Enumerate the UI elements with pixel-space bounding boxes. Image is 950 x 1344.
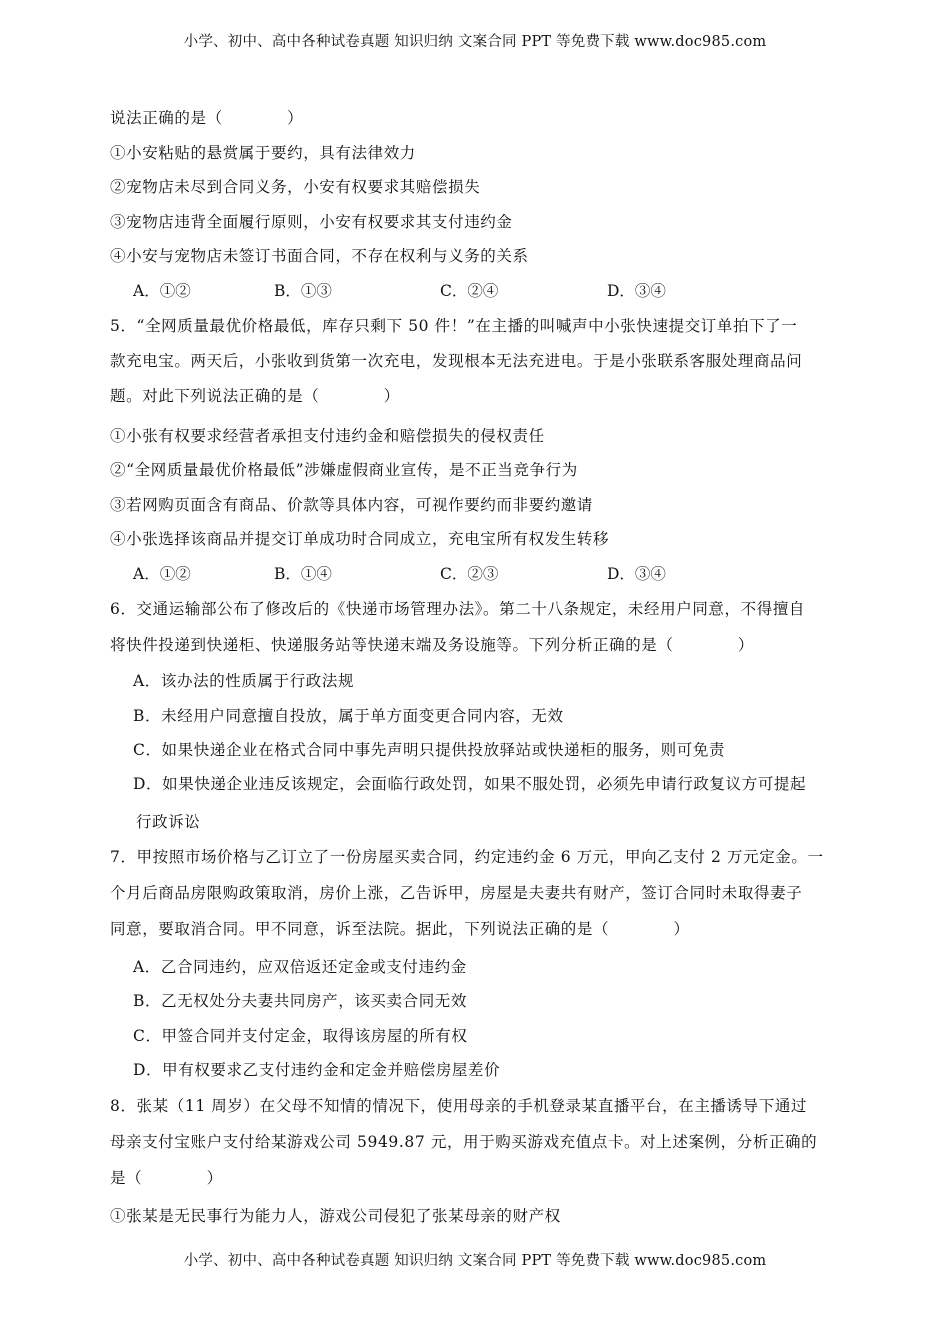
q7-stem-line-3: 同意，要取消合同。甲不同意，诉至法院。据此，下列说法正确的是（ ） (110, 920, 690, 938)
q7-option-d: D．甲有权要求乙支付违约金和定金并赔偿房屋差价 (133, 1061, 501, 1079)
page-header: 小学、初中、高中各种试卷真题 知识归纳 文案合同 PPT 等免费下载 www.doc985.com (183, 34, 767, 50)
q8-item-1: ①张某是无民事行为能力人，游戏公司侵犯了张某母亲的财产权 (110, 1207, 561, 1225)
q5-option-a: A．①② (133, 565, 191, 583)
q4-stem-tail: 说法正确的是（ ） (110, 109, 304, 127)
q6-option-d-continued: 行政诉讼 (136, 813, 201, 831)
q5-option-c: C．②③ (440, 565, 499, 583)
q7-stem-line-1: 7．甲按照市场价格与乙订立了一份房屋买卖合同，约定违约金 6 万元，甲向乙支付 2 万元定金。一 (110, 848, 824, 866)
q6-stem-line-2: 将快件投递到快递柜、快递服务站等快递末端及务设施等。下列分析正确的是（ ） (110, 636, 755, 654)
q7-stem-line-2: 个月后商品房限购政策取消，房价上涨，乙告诉甲，房屋是夫妻共有财产，签订合同时未取得妻子 (110, 884, 803, 902)
page-footer: 小学、初中、高中各种试卷真题 知识归纳 文案合同 PPT 等免费下载 www.doc985.com (183, 1253, 767, 1269)
q7-option-a: A．乙合同违约，应双倍返还定金或支付违约金 (133, 958, 467, 976)
q4-item-2: ②宠物店未尽到合同义务，小安有权要求其赔偿损失 (110, 178, 481, 196)
q5-item-1: ①小张有权要求经营者承担支付违约金和赔偿损失的侵权责任 (110, 427, 545, 445)
q4-option-c: C．②④ (440, 282, 499, 300)
q4-item-4: ④小安与宠物店未签订书面合同，不存在权利与义务的关系 (110, 247, 529, 265)
q7-option-b: B．乙无权处分夫妻共同房产，该买卖合同无效 (133, 992, 467, 1010)
q6-option-b: B．未经用户同意擅自投放，属于单方面变更合同内容，无效 (133, 707, 564, 725)
q4-option-d: D．③④ (607, 282, 666, 300)
q5-stem-line-1: 5．“全网质量最优价格最低，库存只剩下 50 件！”在主播的叫喊声中小张快速提交订单拍下了一 (110, 317, 798, 335)
q6-option-d: D．如果快递企业违反该规定，会面临行政处罚，如果不服处罚，必须先申请行政复议方可提起 (133, 775, 807, 793)
q8-stem-line-3: 是（ ） (110, 1169, 223, 1187)
q4-item-1: ①小安粘贴的悬赏属于要约，具有法律效力 (110, 144, 416, 162)
q5-item-4: ④小张选择该商品并提交订单成功时合同成立，充电宝所有权发生转移 (110, 530, 610, 548)
q4-option-a: A．①② (133, 282, 191, 300)
q8-stem-line-1: 8．张某（11 周岁）在父母不知情的情况下，使用母亲的手机登录某直播平台，在主播诱导下通过 (110, 1097, 808, 1115)
q5-stem-line-2: 款充电宝。两天后，小张收到货第一次充电，发现根本无法充进电。于是小张联系客服处理商品问 (110, 352, 803, 370)
q5-option-d: D．③④ (607, 565, 666, 583)
q6-option-a: A．该办法的性质属于行政法规 (133, 672, 355, 690)
q5-item-3: ③若网购页面含有商品、价款等具体内容，可视作要约而非要约邀请 (110, 496, 594, 514)
q4-option-b: B．①③ (274, 282, 332, 300)
q7-option-c: C．甲签合同并支付定金，取得该房屋的所有权 (133, 1027, 468, 1045)
q5-item-2: ②“全网质量最优价格最低”涉嫌虚假商业宣传，是不正当竞争行为 (110, 461, 578, 479)
q8-stem-line-2: 母亲支付宝账户支付给某游戏公司 5949.87 元，用于购买游戏充值点卡。对上述案例，分析正确的 (110, 1133, 818, 1151)
q5-option-b: B．①④ (274, 565, 332, 583)
q5-stem-line-3: 题。对此下列说法正确的是（ ） (110, 387, 400, 405)
q6-option-c: C．如果快递企业在格式合同中事先声明只提供投放驿站或快递柜的服务，则可免责 (133, 741, 726, 759)
q6-stem-line-1: 6．交通运输部公布了修改后的《快递市场管理办法》。第二十八条规定，未经用户同意，不得擅自 (110, 600, 806, 618)
q4-item-3: ③宠物店违背全面履行原则，小安有权要求其支付违约金 (110, 213, 513, 231)
